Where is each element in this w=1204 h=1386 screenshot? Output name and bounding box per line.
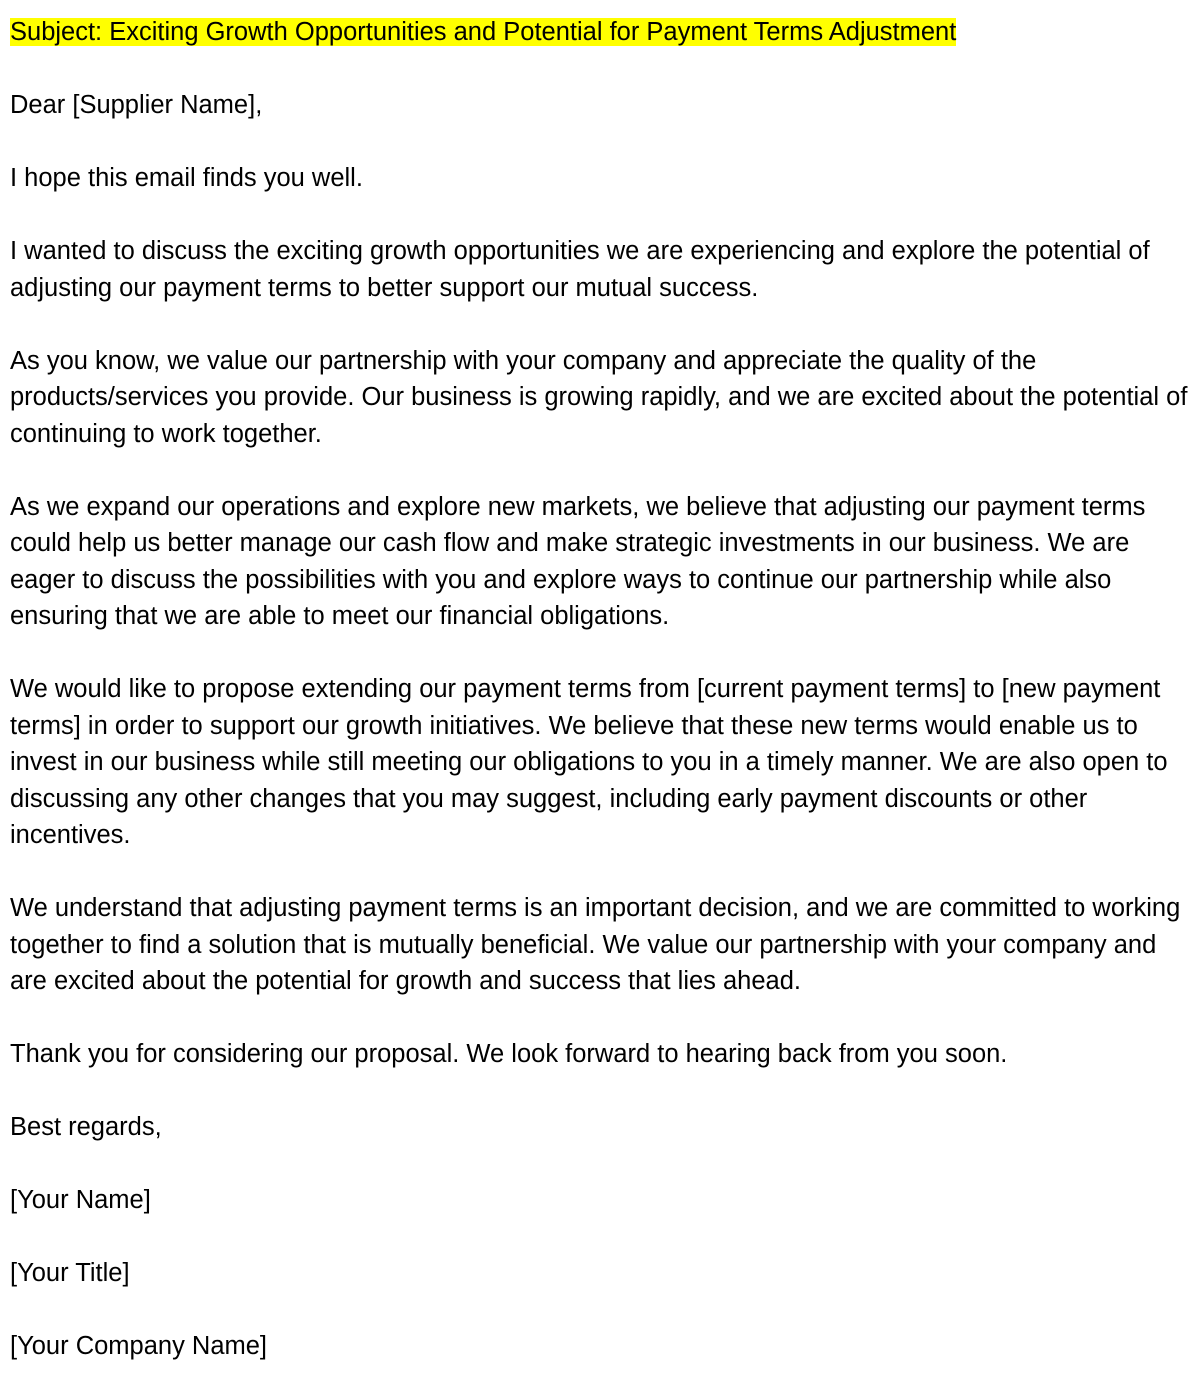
email-paragraph-6: We understand that adjusting payment terms is an important decision, and we are committed to working together to find a solution that is mutually beneficial. We value our partnership with your company and are excited about the potential for growth and success that lies ahead. — [10, 894, 1181, 995]
email-greeting: Dear [Supplier Name], — [10, 91, 263, 119]
email-paragraph-5: We would like to propose extending our payment terms from [current payment terms] to [new payment terms] in order to support our growth initiatives. We believe that these new terms would enable us to invest in our business while still meeting our obligations to you in a timely manner. We are also open to discussing any other changes that you may suggest, including early payment discounts or other incentives. — [10, 675, 1168, 849]
signature-title: [Your Title] — [10, 1259, 130, 1287]
email-closing: Best regards, — [10, 1113, 162, 1141]
signature-company: [Your Company Name] — [10, 1332, 268, 1360]
email-paragraph-2: I wanted to discuss the exciting growth opportunities we are experiencing and explore the potential of adjusting our payment terms to better support our mutual success. — [10, 237, 1150, 302]
email-paragraph-3: As you know, we value our partnership with your company and appreciate the quality of the products/services you provide. Our business is growing rapidly, and we are excited about the potential of continuing to work together. — [10, 346, 1188, 448]
subject-highlight: Subject: Exciting Growth Opportunities and Potential for Payment Terms Adjustment — [10, 18, 957, 46]
email-paragraph-7: Thank you for considering our proposal. We look forward to hearing back from you soon. — [10, 1040, 1008, 1068]
email-subject-line — [10, 14, 1194, 51]
email-paragraph-4: As we expand our operations and explore new markets, we believe that adjusting our payment terms could help us better manage our cash flow and make strategic investments in our business. We are eager to discuss the possibilities with you and explore ways to continue our partnership while also ensuring that we are able to meet our financial obligations. — [10, 492, 1146, 630]
email-paragraph-1: I hope this email finds you well. — [10, 164, 363, 192]
signature-name: [Your Name] — [10, 1186, 151, 1214]
